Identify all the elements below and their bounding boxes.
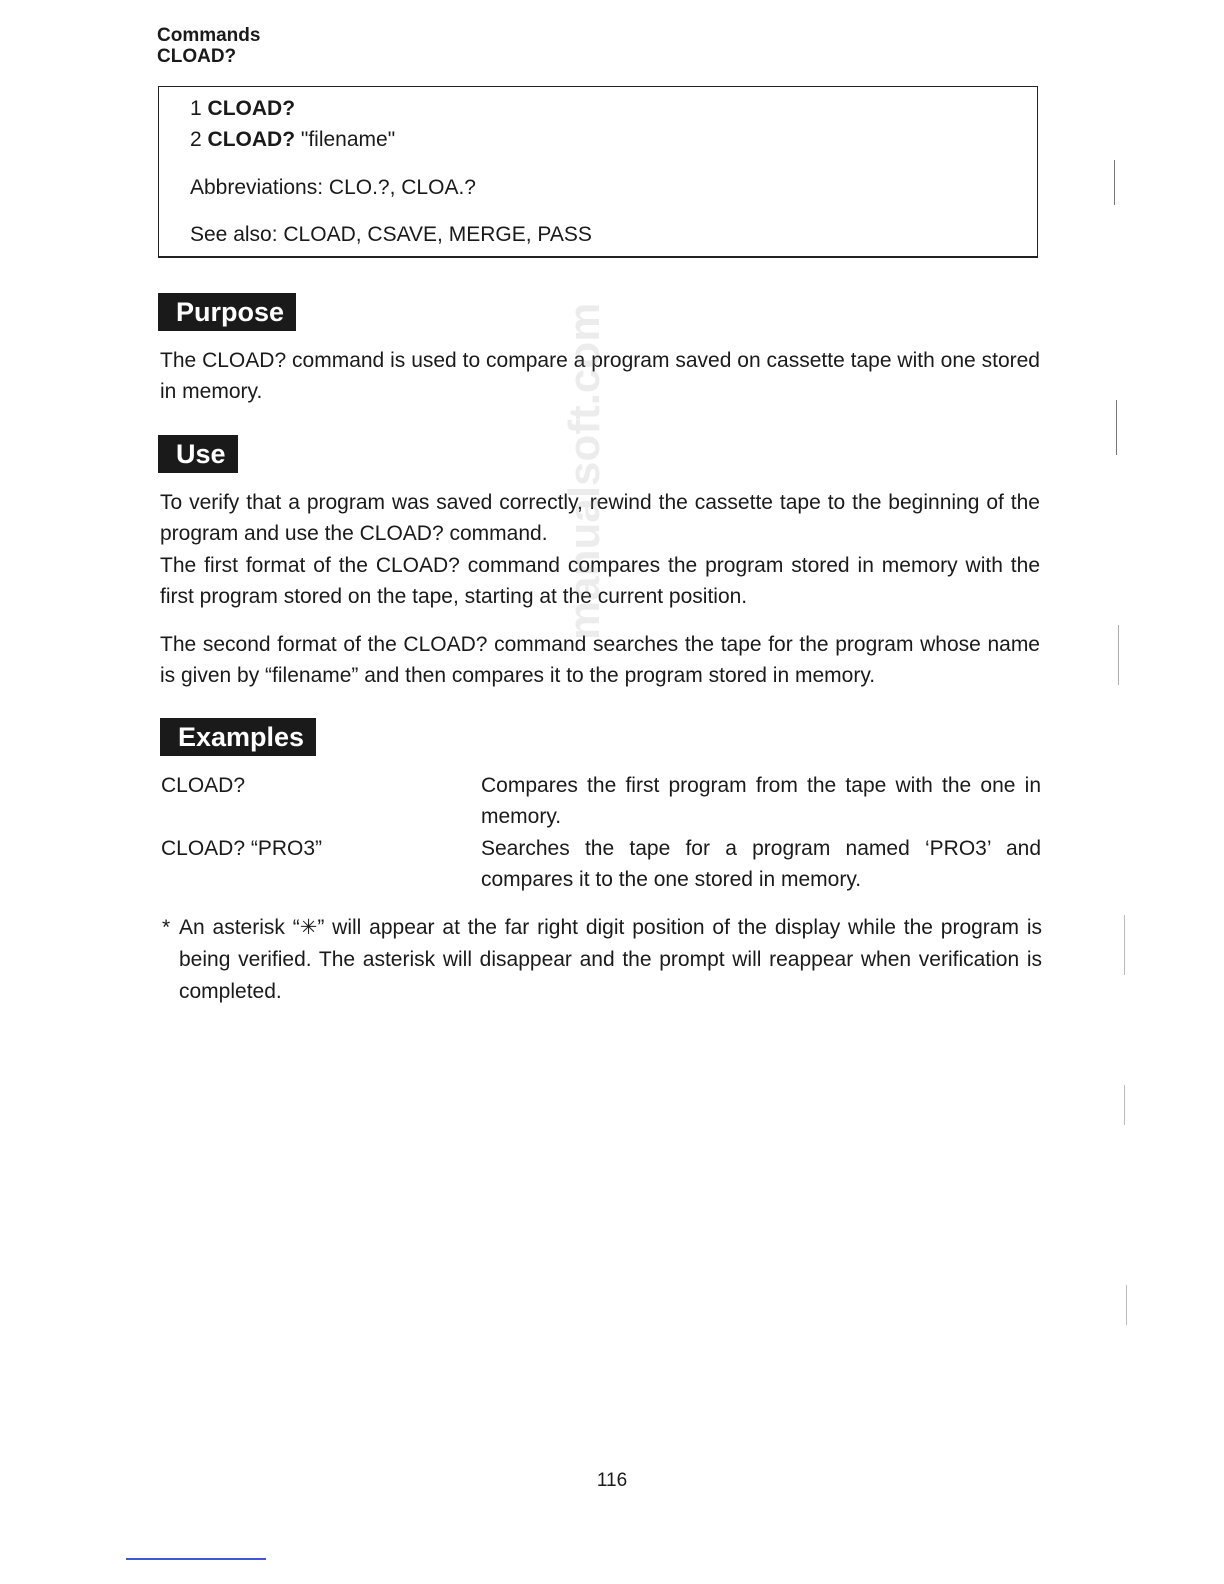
command-title: CLOAD? [157,46,237,67]
scan-mark [1118,625,1119,685]
note-text: An asterisk “✳” will appear at the far right digit position of the display while the program is being verified. The asterisk will disappear and the prompt will reappear when verification is completed. [179,916,1042,1003]
use-paragraph-2: The first format of the CLOAD? command compares the program stored in memory with the first program stored on the tape, starting at the current position. [160,554,1040,608]
example-description: Compares the first program from the tape with the one in memory. [481,774,1041,828]
syntax-format-2 [190,127,395,153]
scan-mark [1124,1085,1125,1125]
format-argument: "filename" [300,128,396,151]
syntax-format-1 [190,96,295,122]
running-header [157,25,260,67]
use-heading: Use [158,435,238,473]
format-command: CLOAD? [207,97,296,120]
scan-mark [1124,915,1125,975]
use-paragraph-3: The second format of the CLOAD? command searches the tape for the program whose name is given by “filename” and then compares it to the program stored in memory. [160,633,1040,687]
purpose-text: The CLOAD? command is used to compare a program saved on cassette tape with one stored in memory. [160,349,1040,403]
footer-rule [126,1558,266,1560]
syntax-box [158,86,1038,258]
scan-mark [1114,160,1115,205]
scan-mark [1126,1285,1127,1325]
format-number: 1 [190,97,202,120]
use-paragraph-1: To verify that a program was saved correctly, rewind the cassette tape to the beginning of the program and use the CLOAD? command. [160,491,1040,545]
section-title: Commands [157,25,261,46]
example-command: CLOAD? “PRO3” [161,837,323,860]
example-description: Searches the tape for a program named ‘PRO3’ and compares it to the one stored in memory. [481,837,1041,891]
example-command: CLOAD? [161,774,246,797]
see-also-line: See also: CLOAD, CSAVE, MERGE, PASS [190,223,592,246]
format-command: CLOAD? [207,128,296,151]
page-number: 116 [596,1470,628,1491]
asterisk-note [162,912,1042,1008]
watermark: manualsoft.com [560,302,609,640]
purpose-heading: Purpose [158,293,296,331]
format-number: 2 [190,128,202,151]
note-marker: * [162,916,171,939]
examples-heading: Examples [160,718,316,756]
abbreviations-line: Abbreviations: CLO.?, CLOA.? [190,176,476,199]
scan-mark [1116,400,1117,455]
